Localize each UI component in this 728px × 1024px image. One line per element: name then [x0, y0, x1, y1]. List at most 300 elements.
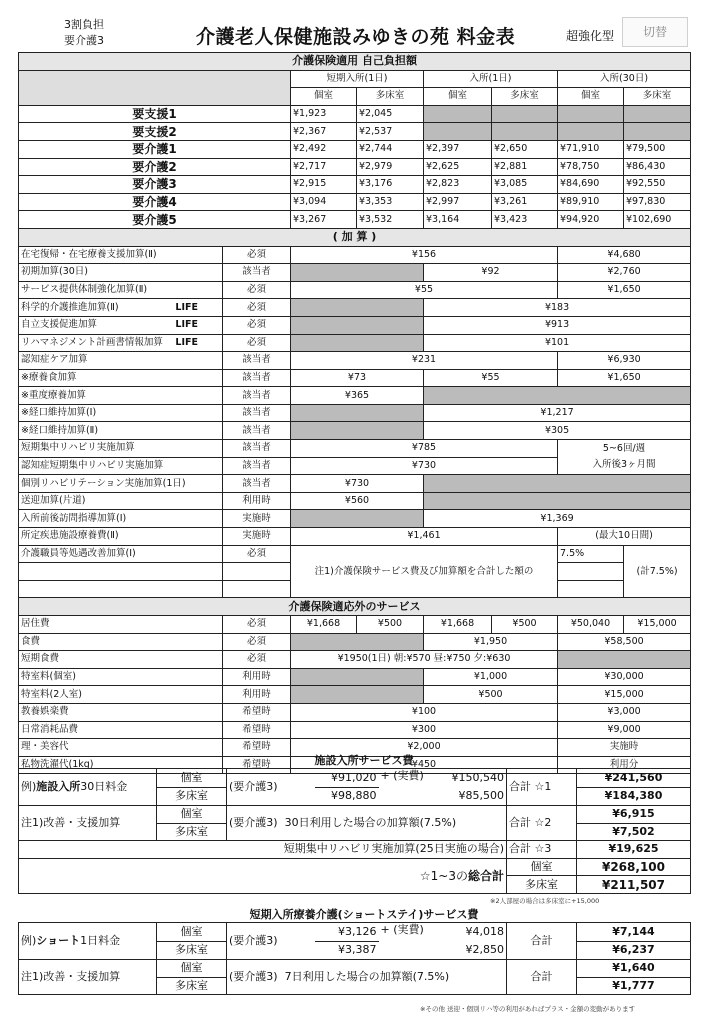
table-row	[19, 246, 691, 264]
item-name: 理・美容代	[19, 739, 223, 757]
base-private: ¥3,126	[315, 923, 379, 942]
footer-note: ※その他 送迎・個別リハ等の利用があればプラス・金額の変動があります	[420, 1005, 636, 1013]
fee-cell: ¥97,830	[624, 193, 691, 211]
fee-cell: ¥1,668	[291, 616, 357, 634]
care-tier-label: 要支援1	[19, 105, 291, 123]
star-label: ☆2	[534, 816, 552, 830]
actual-cost	[379, 769, 507, 806]
table-row	[19, 616, 691, 634]
item-name	[19, 492, 223, 510]
example-prefix: 例)	[21, 934, 37, 947]
fee-cell: ¥2,823	[424, 176, 492, 194]
care-tier-label: 要介護4	[19, 193, 291, 211]
table-row	[19, 404, 691, 422]
period-text: 入所後3ヶ月間	[592, 459, 656, 471]
table-row	[19, 123, 691, 141]
fee-cell: ¥2,625	[424, 158, 492, 176]
fee-cell: ¥305	[424, 422, 691, 440]
header-shared: 多床室	[624, 88, 691, 106]
improvement-note: 注1)介護保険サービス費及び加算額を合計した額の	[291, 545, 558, 598]
fee-cell: ¥58,500	[558, 633, 691, 651]
example-label	[19, 769, 157, 806]
header	[0, 0, 728, 52]
item-name	[19, 299, 223, 317]
table-row	[19, 158, 691, 176]
fee-cell: ¥100	[291, 703, 558, 721]
grand-prefix: ☆1~3の	[419, 868, 468, 883]
fee-cell: ¥2,979	[357, 158, 424, 176]
item-name-text: 自立支援促進加算	[21, 319, 98, 331]
fee-cell: ¥1,923	[291, 105, 357, 123]
example-label	[19, 923, 157, 960]
condition: 実施時	[223, 510, 291, 528]
table-row	[19, 299, 691, 317]
item-name-text: 送迎加算(片道)	[21, 495, 86, 507]
fee-cell: ¥1,650	[558, 369, 691, 387]
plus-sign: +	[380, 923, 390, 936]
item-name: 認知症短期集中リハビリ実施加算	[19, 457, 223, 475]
table-row	[19, 281, 691, 299]
condition: 必須	[223, 299, 291, 317]
table-row	[19, 176, 691, 194]
header-shared: 多床室	[492, 88, 558, 106]
item-name: 短期集中リハビリ実施加算	[19, 440, 223, 458]
empty-cell	[223, 580, 291, 598]
care-tier-label: 要介護1	[19, 140, 291, 158]
empty-cell	[291, 299, 424, 317]
empty-cell	[291, 316, 424, 334]
fee-cell: ¥2,045	[357, 105, 424, 123]
condition: 利用時	[223, 668, 291, 686]
care-tier-label: 要介護5	[19, 211, 291, 229]
empty-cell	[291, 510, 424, 528]
improvement-private: ¥1,640	[577, 960, 691, 978]
fee-cell: ¥3,267	[291, 211, 357, 229]
empty-cell	[291, 668, 424, 686]
total-text: 合計	[507, 923, 577, 960]
total-text: 合計	[509, 780, 531, 793]
condition: 必須	[223, 246, 291, 264]
empty-cell	[492, 105, 558, 123]
header-admission-30day: 入所(30日)	[558, 70, 691, 88]
star-label: ☆3	[534, 842, 552, 856]
fee-cell: ¥2,492	[291, 140, 357, 158]
base-private: ¥91,020	[315, 769, 379, 788]
fee-cell: ¥2,915	[291, 176, 357, 194]
fee-cell: ¥71,910	[558, 140, 624, 158]
improvement-desc	[227, 806, 507, 841]
header-private: 個室	[424, 88, 492, 106]
fee-table	[18, 52, 691, 774]
fee-cell: ¥2,000	[291, 739, 558, 757]
fee-cell: ¥2,881	[492, 158, 558, 176]
header-short-stay: 短期入所(1日)	[291, 70, 424, 88]
fee-cell: ¥3,423	[492, 211, 558, 229]
total-label	[507, 806, 577, 841]
fee-cell: ¥450	[291, 756, 558, 774]
item-name	[19, 334, 223, 352]
fee-cell: ¥1,217	[424, 404, 691, 422]
total-label	[507, 841, 577, 859]
empty-cell	[424, 123, 492, 141]
care-level: (要介護3)	[229, 816, 278, 830]
item-name: 個別リハビリテーション実施加算(1日)	[19, 475, 223, 493]
fee-cell: ¥183	[424, 299, 691, 317]
facility-service-table	[18, 768, 691, 894]
fee-cell: ¥2,744	[357, 140, 424, 158]
fee-cell: ¥78,750	[558, 158, 624, 176]
fee-cell: ¥3,164	[424, 211, 492, 229]
fee-cell: ¥3,261	[492, 193, 558, 211]
improvement-desc	[227, 960, 507, 995]
fee-cell: ¥560	[291, 492, 424, 510]
care-tier-label: 要介護3	[19, 176, 291, 194]
item-name: ※経口維持加算(Ⅰ)	[19, 404, 223, 422]
fee-cell: ¥89,910	[558, 193, 624, 211]
item-name: 所定疾患施設療養費(Ⅱ)	[19, 528, 223, 546]
fee-cell: ¥1,461	[291, 528, 558, 546]
rate-cell: 7.5%	[558, 545, 624, 563]
table-row	[19, 703, 691, 721]
fee-note-cell	[558, 440, 691, 475]
grand-total-private: ¥268,100	[577, 858, 691, 876]
actual-label: (実費)	[393, 923, 424, 936]
item-name-text: 科学的介護推進加算(Ⅱ)	[21, 301, 119, 313]
header-private: 個室	[558, 88, 624, 106]
life-label: LIFE	[175, 319, 198, 331]
condition: 必須	[223, 545, 291, 563]
fee-cell: ¥156	[291, 246, 558, 264]
total-label	[507, 769, 577, 806]
room-shared: 多床室	[157, 787, 227, 806]
fee-cell: ¥3,353	[357, 193, 424, 211]
table-row	[19, 545, 691, 563]
empty-cell	[624, 105, 691, 123]
fee-cell: ¥102,690	[624, 211, 691, 229]
fee-cell: ¥730	[291, 475, 424, 493]
empty-cell	[291, 404, 424, 422]
total-shared: ¥184,380	[577, 787, 691, 806]
table-row	[19, 264, 691, 282]
facility-type-label: 超強化型	[566, 29, 615, 43]
facility-service-title: 施設入所サービス費	[314, 754, 414, 767]
example-suffix: 30日料金	[80, 780, 128, 793]
item-name	[19, 316, 223, 334]
fee-cell: ¥1,000	[424, 668, 558, 686]
fee-cell: ¥79,500	[624, 140, 691, 158]
fee-cell: ¥2,537	[357, 123, 424, 141]
table-row	[19, 721, 691, 739]
example-bold: 施設入所	[36, 780, 81, 793]
page-title: 介護老人保健施設みゆきの苑 料金表	[196, 26, 516, 48]
short-stay-table	[18, 922, 691, 995]
empty-cell	[291, 686, 424, 704]
care-level: (要介護3)	[227, 923, 315, 960]
fee-cell: ¥2,717	[291, 158, 357, 176]
table-row	[19, 686, 691, 704]
table-row	[19, 140, 691, 158]
table-row	[19, 475, 691, 493]
table-row	[19, 651, 691, 669]
fee-cell: ¥2,997	[424, 193, 492, 211]
condition: 該当者	[223, 264, 291, 282]
blank-header	[19, 70, 291, 105]
fee-cell: ¥30,000	[558, 668, 691, 686]
fee-cell: ¥500	[357, 616, 424, 634]
fee-cell: ¥55	[291, 281, 558, 299]
table-row	[19, 492, 691, 510]
empty-cell	[223, 563, 291, 581]
empty-cell	[424, 387, 691, 405]
fee-cell: ¥92	[424, 264, 558, 282]
fee-cell: ¥94,920	[558, 211, 624, 229]
condition: 該当者	[223, 387, 291, 405]
item-name: 日常消耗品費	[19, 721, 223, 739]
condition: 該当者	[223, 457, 291, 475]
empty-cell	[558, 105, 624, 123]
table-row	[19, 510, 691, 528]
table-row	[19, 105, 691, 123]
base-shared: ¥98,880	[315, 787, 379, 806]
short-rehab-label: 短期集中リハビリ実施加算(25日実施の場合)	[19, 841, 507, 859]
condition: 該当者	[223, 404, 291, 422]
empty-cell	[558, 580, 624, 598]
item-name: 食費	[19, 633, 223, 651]
empty-cell	[558, 123, 624, 141]
fee-cell: ¥231	[291, 352, 558, 370]
condition: 該当者	[223, 475, 291, 493]
room-shared: 多床室	[157, 977, 227, 995]
room-shared: 多床室	[507, 876, 577, 894]
fee-cell: ¥6,930	[558, 352, 691, 370]
care-level: (要介護3)	[229, 970, 278, 984]
condition: 希望時	[223, 739, 291, 757]
room-private: 個室	[157, 923, 227, 942]
care-level-label: 要介護3	[64, 34, 104, 47]
total-text: 合計	[509, 816, 531, 830]
fee-cell: ¥1,369	[424, 510, 691, 528]
fee-cell: ¥55	[424, 369, 558, 387]
table-row	[19, 316, 691, 334]
condition: 必須	[223, 616, 291, 634]
fee-cell: ¥730	[291, 457, 558, 475]
actual-cost	[379, 923, 507, 960]
header-private: 個室	[291, 88, 357, 106]
room-shared: 多床室	[157, 941, 227, 960]
item-name: ※重度療養加算	[19, 387, 223, 405]
life-label: LIFE	[175, 336, 198, 348]
section-title: 介護保険適応外のサービス	[19, 598, 691, 616]
improvement-label: 注1)改善・支援加算	[19, 960, 157, 995]
header-admission-1day: 入所(1日)	[424, 70, 558, 88]
item-name: 特室料(2人室)	[19, 686, 223, 704]
empty-cell	[424, 105, 492, 123]
grand-bold: 総合計	[467, 868, 504, 883]
empty-cell	[19, 580, 223, 598]
table-row	[19, 528, 691, 546]
condition: 必須	[223, 316, 291, 334]
fee-cell: ¥86,430	[624, 158, 691, 176]
fee-cell: ¥1,650	[558, 281, 691, 299]
table-row	[19, 334, 691, 352]
table-row	[19, 387, 691, 405]
fee-cell: ¥3,085	[492, 176, 558, 194]
table-row	[19, 668, 691, 686]
fee-cell: (最大10日間)	[558, 528, 691, 546]
actual-private: ¥4,018	[465, 925, 504, 938]
total-rate: (計7.5%)	[624, 545, 691, 598]
condition: 該当者	[223, 352, 291, 370]
item-name: 入所前後訪問指導加算(Ⅰ)	[19, 510, 223, 528]
grand-total-label	[19, 858, 507, 893]
empty-cell	[291, 633, 424, 651]
item-name: 教養娯楽費	[19, 703, 223, 721]
section-title: 介護保険適用 自己負担額	[19, 53, 691, 71]
care-tier-label: 要介護2	[19, 158, 291, 176]
condition: 必須	[223, 633, 291, 651]
short-rehab-total: ¥19,625	[577, 841, 691, 859]
fee-cell: 利用分	[558, 756, 691, 774]
fee-cell: ¥500	[492, 616, 558, 634]
total-shared: ¥6,237	[577, 941, 691, 960]
empty-cell	[624, 123, 691, 141]
improvement-private: ¥6,915	[577, 806, 691, 824]
fee-cell: ¥101	[424, 334, 691, 352]
table-row	[19, 352, 691, 370]
improvement-label: 注1)改善・支援加算	[19, 806, 157, 841]
condition: 該当者	[223, 369, 291, 387]
room-private: 個室	[157, 806, 227, 824]
condition: 必須	[223, 281, 291, 299]
condition: 希望時	[223, 756, 291, 774]
total-text: 合計	[507, 960, 577, 995]
fee-cell: ¥2,650	[492, 140, 558, 158]
example-bold: ショート	[36, 934, 81, 947]
room-shared: 多床室	[157, 823, 227, 841]
fee-cell: ¥365	[291, 387, 424, 405]
fee-cell: ¥2,760	[558, 264, 691, 282]
item-name: 私物洗濯代(1kg)	[19, 756, 223, 774]
fee-cell: ¥785	[291, 440, 558, 458]
improvement-text: 7日利用した場合の加算額(7.5%)	[284, 970, 450, 984]
fee-cell: ¥15,000	[558, 686, 691, 704]
condition: 該当者	[223, 440, 291, 458]
room-private: 個室	[157, 769, 227, 788]
example-suffix: 1日料金	[80, 934, 121, 947]
actual-private: ¥150,540	[451, 771, 504, 784]
fee-cell: ¥73	[291, 369, 424, 387]
total-private: ¥7,144	[577, 923, 691, 942]
total-text: 合計	[509, 842, 531, 856]
total-private: ¥241,560	[577, 769, 691, 788]
fee-cell: ¥1,950	[424, 633, 558, 651]
fee-cell: ¥300	[291, 721, 558, 739]
item-name: 介護職員等処遇改善加算(Ⅰ)	[19, 545, 223, 563]
condition: 必須	[223, 334, 291, 352]
burden-label: 3割負担	[64, 18, 104, 31]
empty-cell	[19, 563, 223, 581]
actual-shared: ¥2,850	[465, 943, 504, 956]
improvement-shared: ¥1,777	[577, 977, 691, 995]
item-name-text: リハマネジメント計画書情報加算	[21, 336, 163, 348]
empty-cell	[558, 651, 691, 669]
life-label: LIFE	[175, 301, 198, 313]
empty-cell	[291, 264, 424, 282]
item-name: ※経口維持加算(Ⅱ)	[19, 422, 223, 440]
fee-cell: ¥3,094	[291, 193, 357, 211]
item-name: 在宅復帰・在宅療養支援加算(Ⅱ)	[19, 246, 223, 264]
fee-cell: ¥9,000	[558, 721, 691, 739]
room-private: 個室	[507, 858, 577, 876]
fee-cell: ¥3,532	[357, 211, 424, 229]
header-shared: 多床室	[357, 88, 424, 106]
section-title: ( 加 算 )	[19, 228, 691, 246]
item-name: 短期食費	[19, 651, 223, 669]
star-label: ☆1	[534, 780, 552, 793]
actual-shared: ¥85,500	[458, 789, 504, 802]
table-row	[19, 422, 691, 440]
condition: 利用時	[223, 492, 291, 510]
empty-cell	[424, 492, 691, 510]
fee-cell: ¥1950(1日) 朝:¥570 昼:¥750 夕:¥630	[291, 651, 558, 669]
fee-cell: ¥92,550	[624, 176, 691, 194]
fee-cell: ¥15,000	[624, 616, 691, 634]
empty-cell	[424, 475, 691, 493]
room-private: 個室	[157, 960, 227, 978]
item-name: サービス提供体制強化加算(Ⅱ)	[19, 281, 223, 299]
condition: 必須	[223, 651, 291, 669]
grand-total-shared: ¥211,507	[577, 876, 691, 894]
condition: 希望時	[223, 721, 291, 739]
table-row	[19, 193, 691, 211]
item-name: 居住費	[19, 616, 223, 634]
frequency-text: 5~6回/週	[602, 443, 646, 455]
table-row	[19, 369, 691, 387]
fee-cell: ¥2,367	[291, 123, 357, 141]
fee-cell: 実施時	[558, 739, 691, 757]
condition: 希望時	[223, 703, 291, 721]
empty-cell	[291, 334, 424, 352]
fee-cell: ¥913	[424, 316, 691, 334]
improvement-text: 30日利用した場合の加算額(7.5%)	[284, 816, 457, 830]
example-prefix: 例)	[21, 780, 37, 793]
empty-cell	[558, 563, 624, 581]
condition: 利用時	[223, 686, 291, 704]
item-name: 初期加算(30日)	[19, 264, 223, 282]
shared-room-note: ※2人部屋の場合は多床室に+15,000	[490, 897, 600, 905]
item-name: 認知症ケア加算	[19, 352, 223, 370]
item-name: 特室料(個室)	[19, 668, 223, 686]
switch-button[interactable]: 切替	[622, 17, 688, 47]
fee-cell: ¥84,690	[558, 176, 624, 194]
care-level: (要介護3)	[227, 769, 315, 806]
short-stay-title: 短期入所療養介護(ショートステイ)サービス費	[249, 908, 479, 921]
fee-cell: ¥2,397	[424, 140, 492, 158]
fee-cell: ¥3,000	[558, 703, 691, 721]
base-shared: ¥3,387	[315, 941, 379, 960]
fee-cell: ¥3,176	[357, 176, 424, 194]
item-name: ※療養食加算	[19, 369, 223, 387]
empty-cell	[492, 123, 558, 141]
fee-cell: ¥1,668	[424, 616, 492, 634]
condition: 該当者	[223, 422, 291, 440]
actual-label: (実費)	[393, 769, 424, 782]
fee-cell: ¥500	[424, 686, 558, 704]
plus-sign: +	[380, 769, 390, 782]
fee-cell: ¥50,040	[558, 616, 624, 634]
empty-cell	[291, 422, 424, 440]
fee-cell: ¥4,680	[558, 246, 691, 264]
